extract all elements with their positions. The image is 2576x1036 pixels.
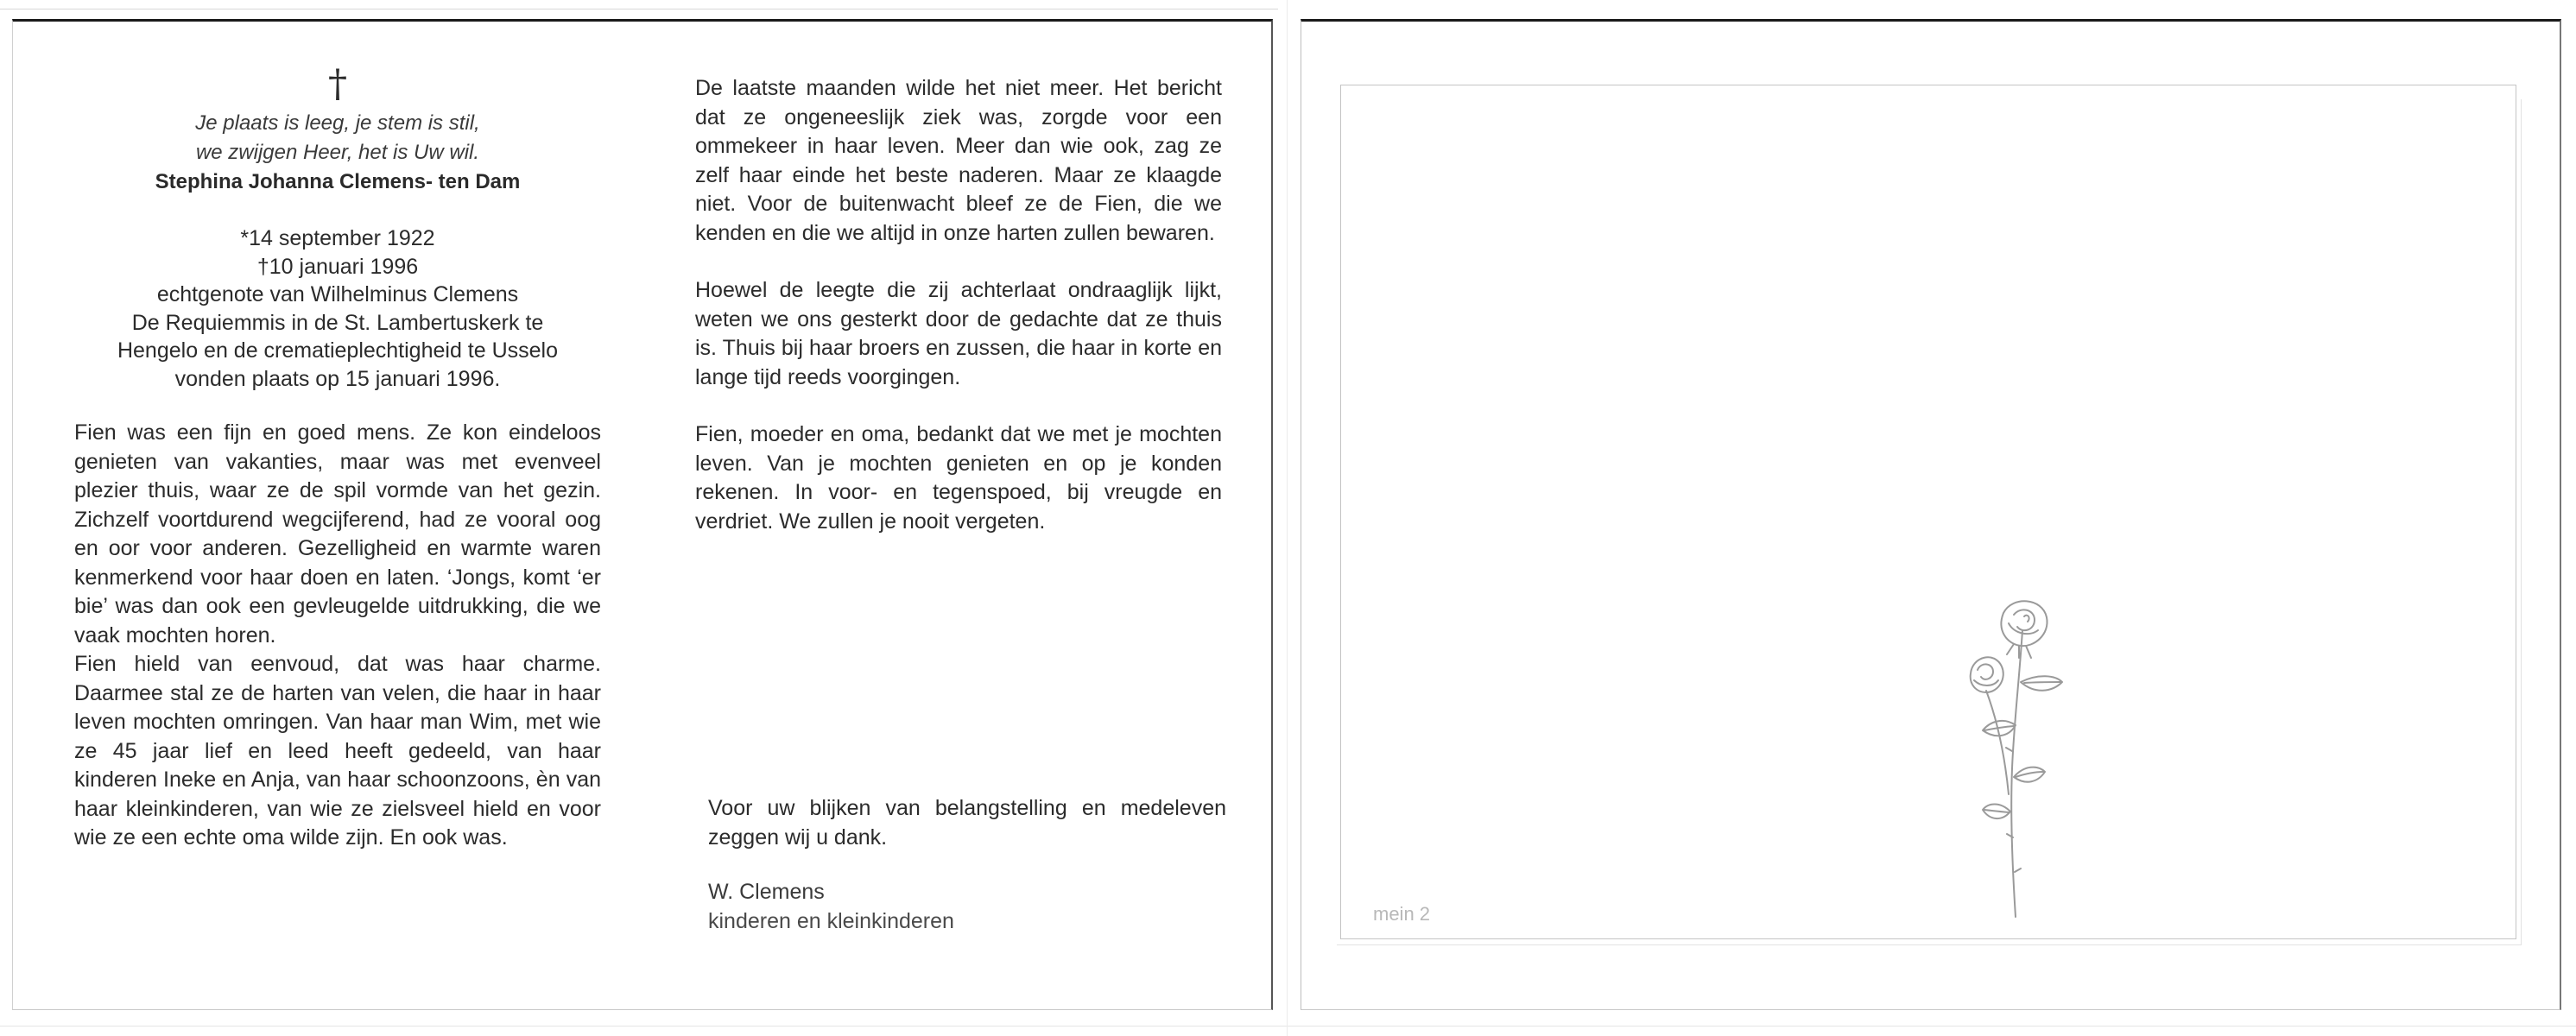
middle-paragraph-1: De laatste maanden wilde het niet meer. Het bericht dat ze ongeneeslijk ziek was, zorgde voor een ommekeer in haar leven. Meer dan wie ook, zag ze zelf haar einde het beste naderen. Maar ze klaagde niet. Voor de buitenwacht bleef ze de Fien, die we kenden en die we altijd in onze harten zullen bewaren. bbox=[695, 76, 1222, 245]
cover-frame bbox=[1340, 85, 2516, 939]
birth-date: *14 september 1922 bbox=[240, 226, 435, 250]
obituary-left-column bbox=[74, 60, 601, 853]
poem-line-2: we zwijgen Heer, het is Uw wil. bbox=[195, 141, 480, 164]
closing-block bbox=[708, 794, 1226, 936]
spouse-line: echtgenote van Wilhelminus Clemens bbox=[156, 282, 519, 306]
signature-family: kinderen en kleinkinderen bbox=[708, 908, 954, 933]
middle-paragraph-2: Hoewel de leegte die zij achterlaat ondraaglijk lijkt, weten we ons gesterkt door de gedachte dat ze thuis is. Thuis bij haar broers en zussen, die haar in korte en lange tijd reeds voorgingen. bbox=[695, 278, 1222, 389]
poem bbox=[74, 109, 601, 167]
service-line-2: Hengelo en de crematieplechtigheid te Usselo bbox=[117, 338, 559, 363]
signature-name: W. Clemens bbox=[708, 880, 825, 904]
scan-mark-fold bbox=[1287, 0, 1288, 1036]
service-line-1: De Requiemmis in de St. Lambertuskerk te bbox=[131, 310, 544, 335]
life-dates bbox=[74, 224, 601, 393]
thanks-text: Voor uw blijken van belangstelling en medeleven zeggen wij u dank. bbox=[708, 796, 1226, 850]
story-paragraph-1: Fien was een fijn en goed mens. Ze kon eindeloos genieten van vakanties, maar was met evenveel plezier thuis, waar ze de spil vormde van het gezin. Zichzelf voortdurend wegcijferend, had ze vooral oog en oor voor anderen. Gezelligheid en warmte waren kenmerkend voor haar doen en laten. ‘Jongs, komt ‘er bie’ was dan ook een gevleugelde uitdrukking, die we vaak mochten horen. bbox=[74, 420, 601, 648]
rose-icon bbox=[1952, 596, 2098, 924]
poem-line-1: Je plaats is leeg, je stem is stil, bbox=[195, 111, 480, 135]
page-label: mein 2 bbox=[1373, 903, 1431, 925]
death-date: †10 januari 1996 bbox=[256, 254, 419, 279]
cross-icon: † bbox=[328, 62, 347, 106]
middle-paragraph-3: Fien, moeder en oma, bedankt dat we met je mochten leven. Van je mochten genieten en op je konden rekenen. In voor- en tegenspoed, bij vreugde en verdriet. We zullen je nooit vergeten. bbox=[695, 422, 1222, 534]
scan-mark-bottom bbox=[0, 1026, 2576, 1027]
story-paragraph-2: Fien hield van eenvoud, dat was haar charme. Daarmee stal ze de harten van velen, die haar in haar leven mochten omringen. Van haar man Wim, met wie ze 45 jaar lief en leed heeft gedeeld, van haar kinderen Ineke en Anja, van haar schoonzoons, èn van haar kleinkinderen, van wie ze zielsveel hield en voor wie ze een echte oma wilde zijn. En ook was. bbox=[74, 652, 601, 850]
deceased-name: Stephina Johanna Clemens- ten Dam bbox=[155, 170, 521, 193]
obituary-middle-column bbox=[695, 74, 1222, 536]
service-line-3: vonden plaats op 15 januari 1996. bbox=[174, 366, 501, 391]
signature bbox=[708, 878, 1226, 936]
